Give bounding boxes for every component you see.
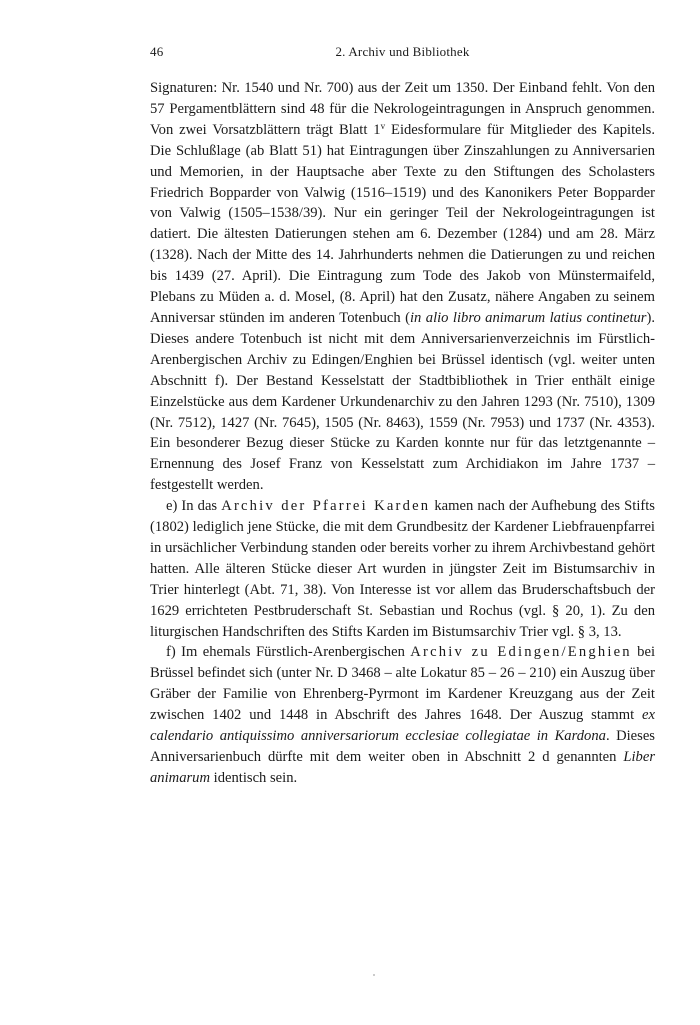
- page-header: [150, 44, 655, 66]
- paragraph-d-continuation: Signaturen: Nr. 1540 und Nr. 700) aus der Zeit um 1350. Der Einband fehlt. Von den 57 Pergamentblättern sind 48 für die Nekrologeintragungen in Anspruch genommen. Von zwei Vorsatzblättern trägt Blatt 1$^v$ Eidesformulare für Mitglieder des Kapitels. Die Schlußlage (ab Blatt 51) hat Eintragungen über Zinszahlungen zu Anniversarien und Memorien, in der Hauptsache aber Texte zu den Stiftungen des Scholasters Friedrich Bopparder von Valwig (1516–1519) und des Kanonikers Peter Bopparder von Valwig (1505–1538/39). Nur ein geringer Teil der Nekrologeintragungen ist datiert. Die ältesten Datierungen stehen am 6. Dezember (1284) und am 28. März (1328). Nach der Mitte des 14. Jahrhunderts nehmen die Datierungen zu und reichen bis 1439 (27. April). Die Eintragung zum Tode des Jakob von Münstermaifeld, Plebans zu Müden a. d. Mosel, (8. April) hat den Zusatz, nähere Angaben zu seinem Anniversar stünden im anderen Totenbuch (in alio libro animarum latius continetur). Dieses andere Totenbuch ist nicht mit dem Anniversarienverzeichnis im Fürstlich-Arenbergischen Archiv zu Edingen/Enghien bei Brüssel identisch (vgl. weiter unten Abschnitt f). Der Bestand Kesselstatt der Stadtbibliothek in Trier enthält einige Einzelstücke aus dem Kardener Urkundenarchiv zu den Jahren 1293 (Nr. 7510), 1309 (Nr. 7512), 1427 (Nr. 7645), 1505 (Nr. 8463), 1559 (Nr. 7953) und 1737 (Nr. 4353). Ein besonderer Bezug dieser Stücke zu Karden konnte nur für das letztgenannte – Ernennung des Josef Franz von Kesselstatt zum Archidiakon im Jahre 1737 – festgestellt werden.: [150, 80, 655, 494]
- paragraph-f: f) Im ehemals Fürstlich-Arenbergischen Archiv zu Edingen/Enghien bei Brüssel befindet sich (unter Nr. D 3468 – alte Lokatur 85 – 26 – 210) ein Auszug über Gräber der Familie von Ehrenberg-Pyrmont im Kardener Kreuzgang aus der Zeit zwischen 1402 und 1448 in Abschrift des Jahres 1648. Der Auszug stammt ex calendario antiquissimo anniversariorum ecclesiae collegiatae in Kardona. Dieses Anniversarienbuch dürfte mit dem weiter oben in Abschnitt 2 d genannten Liber animarum identisch sein.: [150, 644, 656, 786]
- book-page: [150, 44, 655, 789]
- body-text: [150, 78, 655, 789]
- running-head: 2. Archiv und Bibliothek: [335, 44, 470, 59]
- page-number: 46: [150, 44, 164, 59]
- scan-speck: [373, 974, 375, 976]
- spaced-heading-e: Archiv der Pfarrei Karden: [221, 498, 431, 515]
- spaced-heading-f: Archiv zu Edingen/Enghien: [410, 644, 632, 661]
- paragraph-e: e) In das Archiv der Pfarrei Karden kamen nach der Aufhebung des Stifts (1802) lediglich jene Stücke, die mit dem Grundbesitz der Kardener Liebfrauenpfarrei in ursächlicher Verbindung standen oder bereits vorher zu ihrem Archivbestand gehört hatten. Alle älteren Stücke dieser Art wurden in jüngster Zeit im Bistumsarchiv in Trier hinterlegt (Abt. 71, 38). Von Interesse ist vor allem das Bruderschaftsbuch der 1629 errichteten Pestbruderschaft St. Sebastian und Rochus (vgl. § 20, 1). Zu den liturgischen Handschriften des Stifts Karden im Bistumsarchiv Trier vgl. § 3, 13.: [150, 498, 655, 640]
